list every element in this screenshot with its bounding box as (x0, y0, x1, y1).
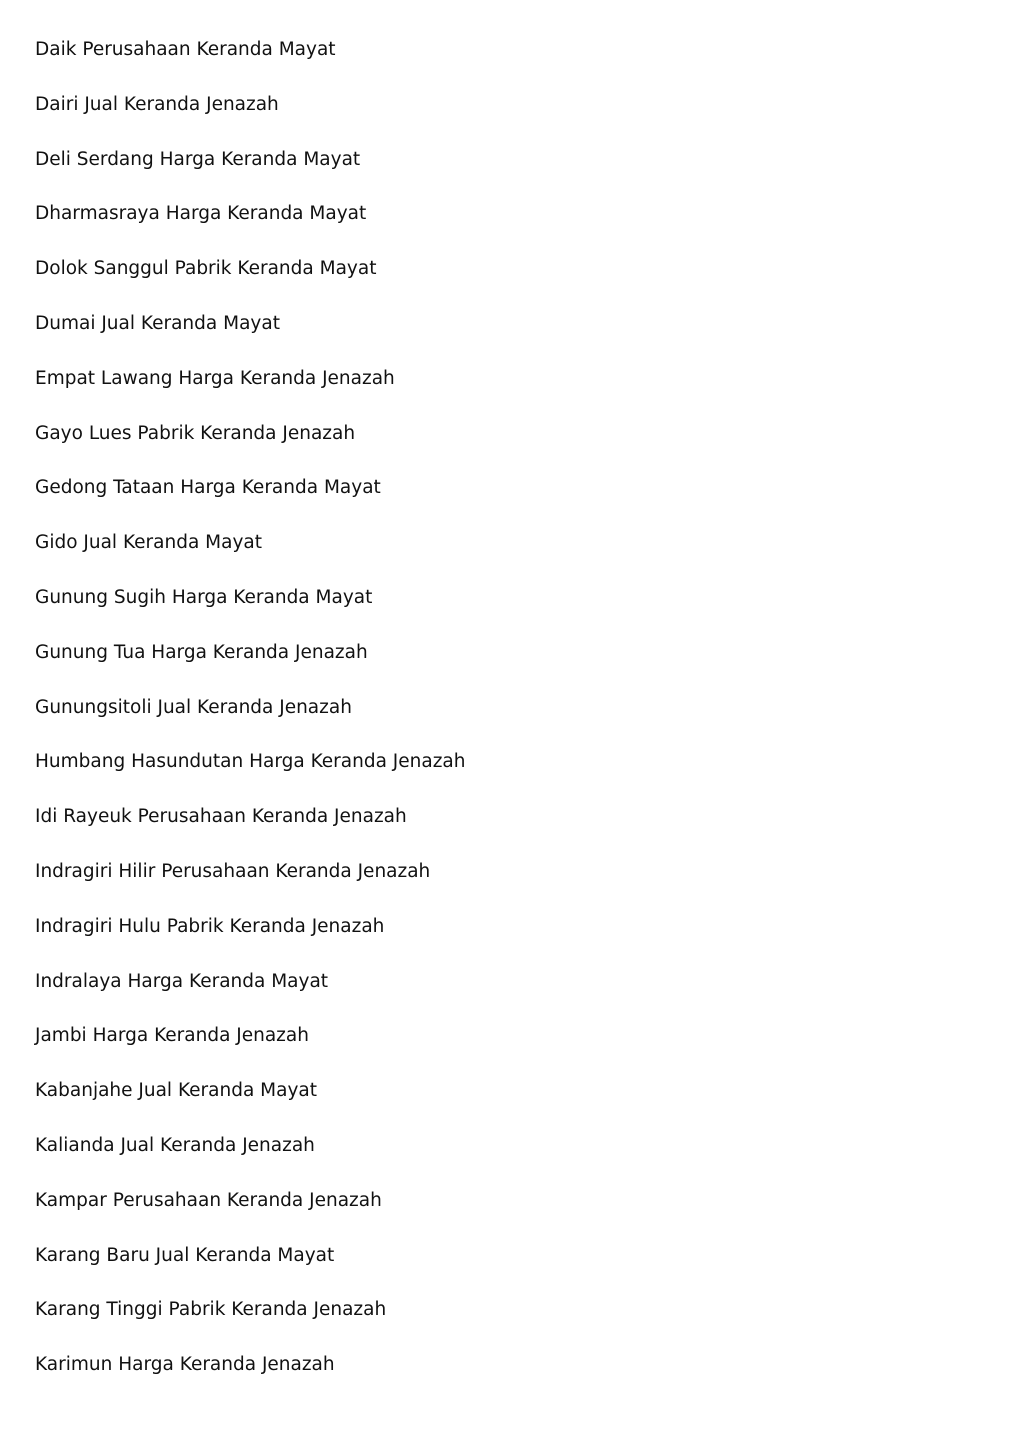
list-item: Jambi Harga Keranda Jenazah (35, 1025, 309, 1047)
list-item: Indragiri Hilir Perusahaan Keranda Jenazah (35, 860, 431, 882)
list-item: Deli Serdang Harga Keranda Mayat (35, 148, 361, 170)
list-item: Dolok Sanggul Pabrik Keranda Mayat (35, 258, 377, 280)
list-item: Gayo Lues Pabrik Keranda Jenazah (35, 422, 356, 444)
list-item: Humbang Hasundutan Harga Keranda Jenazah (35, 751, 466, 773)
list-item: Gedong Tataan Harga Keranda Mayat (35, 477, 381, 499)
list-item: Gunung Sugih Harga Keranda Mayat (35, 586, 373, 608)
list-item: Dairi Jual Keranda Jenazah (35, 93, 279, 115)
list-item: Kalianda Jual Keranda Jenazah (35, 1134, 315, 1156)
list-item: Idi Rayeuk Perusahaan Keranda Jenazah (35, 806, 407, 828)
list-item: Empat Lawang Harga Keranda Jenazah (35, 367, 395, 389)
list-item: Kabanjahe Jual Keranda Mayat (35, 1080, 318, 1102)
list-item: Karimun Harga Keranda Jenazah (35, 1354, 335, 1376)
list-item: Gunung Tua Harga Keranda Jenazah (35, 641, 368, 663)
list-item: Indragiri Hulu Pabrik Keranda Jenazah (35, 915, 385, 937)
list-item: Kampar Perusahaan Keranda Jenazah (35, 1189, 382, 1211)
list-item: Gido Jual Keranda Mayat (35, 532, 263, 554)
list-item: Karang Baru Jual Keranda Mayat (35, 1244, 335, 1266)
list-item: Indralaya Harga Keranda Mayat (35, 970, 329, 992)
list-item: Gunungsitoli Jual Keranda Jenazah (35, 696, 352, 718)
list-item: Karang Tinggi Pabrik Keranda Jenazah (35, 1299, 387, 1321)
location-list (35, 36, 465, 1406)
list-item: Dharmasraya Harga Keranda Mayat (35, 203, 367, 225)
list-item: Daik Perusahaan Keranda Mayat (35, 39, 336, 60)
list-item: Dumai Jual Keranda Mayat (35, 312, 280, 334)
